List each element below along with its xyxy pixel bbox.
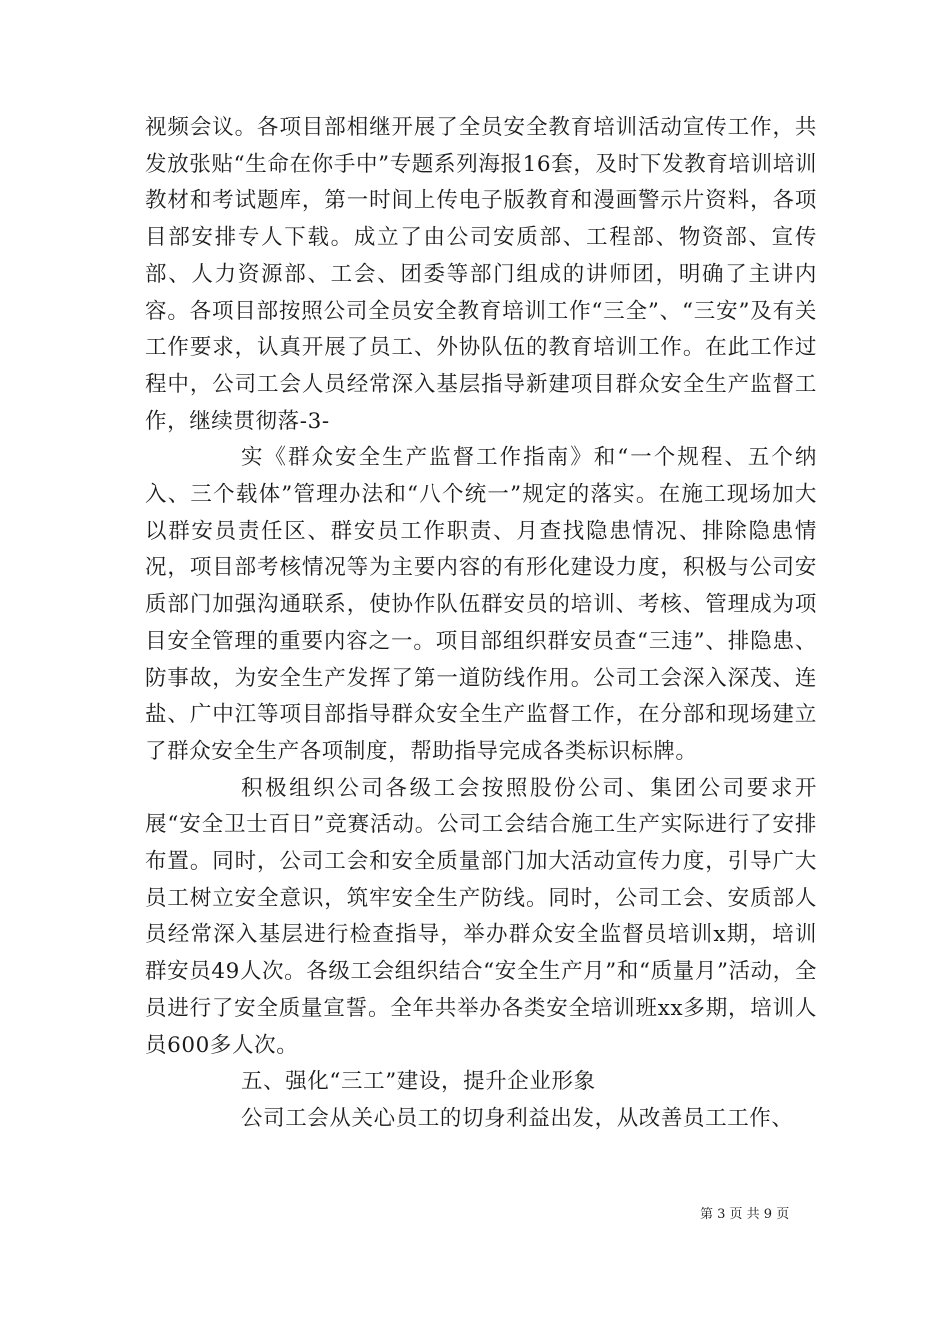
paragraph-4: 公司工会从关心员工的切身利益出发，从改善员工工作、 [241, 1105, 794, 1131]
paragraph-1: 视频会议。各项目部相继开展了全员安全教育培训活动宣传工作，共发放张贴“生命在你手中”专题系列海报16套，及时下发教育培训培训教材和考试题库，第一时间上传电子版教育和漫画警示片资料，各项目部安排专人下载。成立了由公司安质部、工程部、物资部、宣传部、人力资源部、工会、团委等部门组成的讲师团，明确了主讲内容。各项目部按照公司全员安全教育培训工作“三全”、“三安”及有关工作要求，认真开展了员工、外协队伍的教育培训工作。在此工作过程中，公司工会人员经常深入基层指导新建项目群众安全生产监督工作，继续贯彻落-3- [145, 115, 817, 434]
section-heading: 五、强化“三工”建设，提升企业形象 [241, 1069, 596, 1095]
body-text [145, 110, 817, 1138]
page-number-footer: 第 3 页 共 9 页 [700, 1207, 790, 1222]
paragraph-2: 实《群众安全生产监督工作指南》和“一个规程、五个纳入、三个载体”管理办法和“八个统一”规定的落实。在施工现场加大以群安员责任区、群安员工作职责、月查找隐患情况、排除隐患情况，项目部考核情况等为主要内容的有形化建设力度，积极与公司安质部门加强沟通联系，使协作队伍群安员的培训、考核、管理成为项目安全管理的重要内容之一。项目部组织群安员查“三违”、排隐患、防事故，为安全生产发挥了第一道防线作用。公司工会深入深茂、连盐、广中江等项目部指导群众安全生产监督工作，在分部和现场建立了群众安全生产各项制度，帮助指导完成各类标识标牌。 [145, 445, 817, 764]
paragraph-3: 积极组织公司各级工会按照股份公司、集团公司要求开展“安全卫士百日”竞赛活动。公司工会结合施工生产实际进行了安排布置。同时，公司工会和安全质量部门加大活动宣传力度，引导广大员工树立安全意识，筑牢安全生产防线。同时，公司工会、安质部人员经常深入基层进行检查指导，举办群众安全监督员培训x期，培训群安员49人次。各级工会组织结合“安全生产月”和“质量月”活动，全员进行了安全质量宣誓。全年共举办各类安全培训班xx多期，培训人员600多人次。 [145, 775, 817, 1058]
